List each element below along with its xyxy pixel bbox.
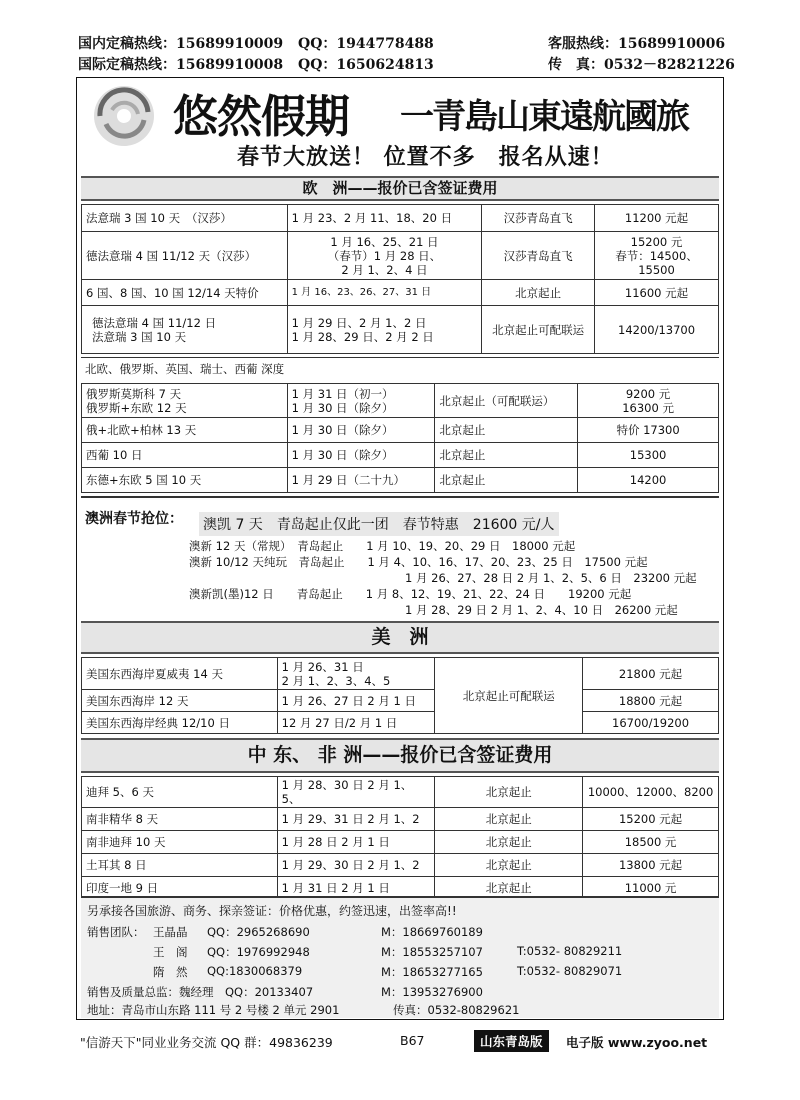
route-name: 美国东西海岸夏威夷 14 天: [82, 658, 278, 690]
route-dates: 1 月 31 日（初一） 1 月 30 日（除夕）: [287, 384, 435, 418]
route-price: 14200: [578, 468, 719, 493]
route-departure: 北京起止（可配联运）: [435, 384, 578, 418]
route-dates: 1 月 29 日、2 月 1、2 日 1 月 28、29 日、2 月 2 日: [287, 306, 482, 354]
route-price: 11000 元: [583, 877, 719, 900]
address: 地址：青岛市山东路 111 号 2 号楼 2 单元 2901: [87, 1003, 340, 1017]
route-name: 东德+东欧 5 国 10 天: [82, 468, 288, 493]
route-dates: 1 月 29、30 日 2 月 1、2: [277, 854, 435, 877]
route-name: 南非迪拜 10 天: [82, 831, 278, 854]
route-price: 15200 元 春节：14500、15500: [595, 232, 719, 280]
route-departure: 北京起止: [435, 808, 583, 831]
route-departure: 北京起止: [435, 468, 578, 493]
member-name: 王 阁: [153, 945, 188, 959]
route-departure: 北京起止可配联运: [482, 306, 595, 354]
domestic-qq: QQ：1944778488: [298, 36, 434, 52]
member-qq: QQ：2965268690: [207, 925, 310, 939]
australia-highlight: 澳凯 7 天 青岛起止仅此一团 春节特惠 21600 元/人: [199, 512, 559, 536]
table-row: [82, 831, 719, 854]
route-price: 特价 17300: [578, 418, 719, 443]
member-mobile: M：18669760189: [381, 925, 483, 939]
table-row: [82, 690, 719, 712]
mideast-table: [81, 776, 719, 900]
route-dates: 1 月 16、25、21 日 （春节）1 月 28 日、 2 月 1、2、4 日: [287, 232, 482, 280]
route-name: 印度一地 9 日: [82, 877, 278, 900]
route-dates: 1 月 28、30 日 2 月 1、5、: [277, 777, 435, 808]
route-name: 俄罗斯莫斯科 7 天 俄罗斯+东欧 12 天: [82, 384, 288, 418]
visa-notice: 另承接各国旅游、商务、探亲签证：价格优惠，约签迅速，出签率高!!: [87, 904, 457, 918]
route-name: 西葡 10 日: [82, 443, 288, 468]
route-dates: 1 月 26、27 日 2 月 1 日: [277, 690, 435, 712]
service-hotline: 客服热线：15689910006: [548, 36, 726, 52]
route-dates: 1 月 26、31 日 2 月 1、2、3、4、5: [277, 658, 435, 690]
domestic-hotline: 国内定稿热线：15689910009: [78, 36, 284, 52]
table-row: [82, 468, 719, 493]
route-dates: 1 月 28 日 2 月 1 日: [277, 831, 435, 854]
brand-name: 悠然假期: [173, 90, 350, 143]
table-row: [82, 418, 719, 443]
route-price: 18500 元: [583, 831, 719, 854]
route-name: 土耳其 8 日: [82, 854, 278, 877]
qq-group: "信游天下"同业业务交流 QQ 群：49836239: [80, 1035, 333, 1050]
route-dates: 1 月 23、2 月 11、18、20 日: [287, 205, 482, 232]
route-name: 迪拜 5、6 天: [82, 777, 278, 808]
route-dates: 1 月 29、31 日 2 月 1、2: [277, 808, 435, 831]
route-price: 15200 元起: [583, 808, 719, 831]
route-price: 16700/19200: [583, 712, 719, 734]
route-name: 德法意瑞 4 国 11/12 天（汉莎）: [82, 232, 288, 280]
table-row: [82, 777, 719, 808]
swirl-logo-icon: [92, 84, 156, 148]
australia-line: 澳新凯(墨)12 日 青岛起止 1 月 8、12、19、21、22、24 日 19200 元起: [189, 587, 632, 601]
route-dates: 1 月 30 日（除夕）: [287, 418, 435, 443]
member-tel: T:0532- 80829071: [517, 964, 623, 978]
table-row: [82, 854, 719, 877]
member-name: 王晶晶: [153, 925, 188, 939]
route-price: 18800 元起: [583, 690, 719, 712]
table-row: [82, 443, 719, 468]
supervisor: 销售及质量总监：魏经理 QQ：20133407: [87, 985, 314, 999]
route-name: 美国东西海岸经典 12/10 日: [82, 712, 278, 734]
fax-line: 传 真：0532－82821226: [548, 57, 735, 73]
table-row: [82, 205, 719, 232]
route-dates: 1 月 16、23、26、27、31 日: [287, 280, 482, 306]
route-dates: 1 月 30 日（除夕）: [287, 443, 435, 468]
america-section-title: 美 洲: [81, 621, 719, 654]
mideast-section-title: 中 东、 非 洲——报价已含签证费用: [81, 738, 719, 773]
north-europe-table: [81, 383, 719, 493]
site-link[interactable]: 电子版 www.zyoo.net: [566, 1035, 708, 1050]
route-name: 6 国、8 国、10 国 12/14 天特价: [82, 280, 288, 306]
route-name: 法意瑞 3 国 10 天 （汉莎）: [82, 205, 288, 232]
intl-qq: QQ：1650624813: [298, 57, 434, 73]
member-tel: T:0532- 80829211: [517, 944, 623, 958]
route-name: 俄+北欧+柏林 13 天: [82, 418, 288, 443]
australia-line: 1 月 28、29 日 2 月 1、2、4、10 日 26200 元起: [405, 603, 678, 617]
table-row: [82, 232, 719, 280]
route-departure: 北京起止: [435, 443, 578, 468]
brand-subtitle: 一青島山東遠航國旅: [400, 97, 688, 137]
member-mobile: M：18653277165: [381, 965, 483, 979]
europe-section-title: 欧 洲——报价已含签证费用: [81, 176, 719, 201]
australia-label: 澳洲春节抢位：: [85, 511, 183, 527]
route-departure: 北京起止: [435, 877, 583, 900]
route-departure: 北京起止: [435, 777, 583, 808]
member-name: 隋 然: [153, 965, 188, 979]
page-number: B67: [400, 1033, 425, 1048]
route-dates: 1 月 31 日 2 月 1 日: [277, 877, 435, 900]
slogan: 春节大放送！ 位置不多 报名从速！: [237, 145, 614, 170]
route-departure: 北京起止: [435, 418, 578, 443]
north-europe-title: 北欧、俄罗斯、英国、瑞士、西葡 深度: [81, 357, 719, 381]
member-mobile: M：18553257107: [381, 945, 483, 959]
route-price: 10000、12000、8200: [583, 777, 719, 808]
contact-block: [81, 896, 719, 1018]
route-name: 南非精华 8 天: [82, 808, 278, 831]
australia-block: [81, 496, 719, 620]
route-departure: 汉莎青岛直飞: [482, 232, 595, 280]
route-dates: 12 月 27 日/2 月 1 日: [277, 712, 435, 734]
member-qq: QQ:1830068379: [207, 964, 303, 978]
route-price: 15300: [578, 443, 719, 468]
table-row: [82, 306, 719, 354]
table-row: [82, 808, 719, 831]
table-row: [82, 384, 719, 418]
member-qq: QQ：1976992948: [207, 945, 310, 959]
ad-frame: [76, 77, 724, 1020]
route-name: 德法意瑞 4 国 11/12 日 法意瑞 3 国 10 天: [82, 306, 288, 354]
table-row: [82, 280, 719, 306]
edition-badge: 山东青岛版: [474, 1030, 549, 1052]
europe-table: [81, 204, 719, 354]
australia-line: 1 月 26、27、28 日 2 月 1、2、5、6 日 23200 元起: [405, 571, 697, 585]
sales-team-label: 销售团队：: [87, 925, 145, 939]
table-row: [82, 712, 719, 734]
route-price: 13800 元起: [583, 854, 719, 877]
route-price: 11200 元起: [595, 205, 719, 232]
route-departure: 北京起止: [435, 854, 583, 877]
intl-hotline: 国际定稿热线：15689910008: [78, 57, 284, 73]
route-name: 美国东西海岸 12 天: [82, 690, 278, 712]
australia-line: 澳新 12 天（常规） 青岛起止 1 月 10、19、20、29 日 18000 元起: [189, 539, 576, 553]
contact-fax: 传真：0532-80829621: [393, 1003, 520, 1017]
route-price: 9200 元 16300 元: [578, 384, 719, 418]
brand-banner: [77, 78, 723, 174]
route-price: 14200/13700: [595, 306, 719, 354]
route-price: 21800 元起: [583, 658, 719, 690]
route-departure: 汉莎青岛直飞: [482, 205, 595, 232]
route-dates: 1 月 29 日（二十九）: [287, 468, 435, 493]
america-table: [81, 657, 719, 734]
route-departure: 北京起止: [482, 280, 595, 306]
supervisor-mobile: M：13953276900: [381, 985, 483, 999]
table-row: [82, 658, 719, 690]
route-price: 11600 元起: [595, 280, 719, 306]
route-departure: 北京起止: [435, 831, 583, 854]
australia-line: 澳新 10/12 天纯玩 青岛起止 1 月 4、10、16、17、20、23、25 日 17500 元起: [189, 555, 648, 569]
route-departure: 北京起止可配联运: [435, 658, 583, 734]
